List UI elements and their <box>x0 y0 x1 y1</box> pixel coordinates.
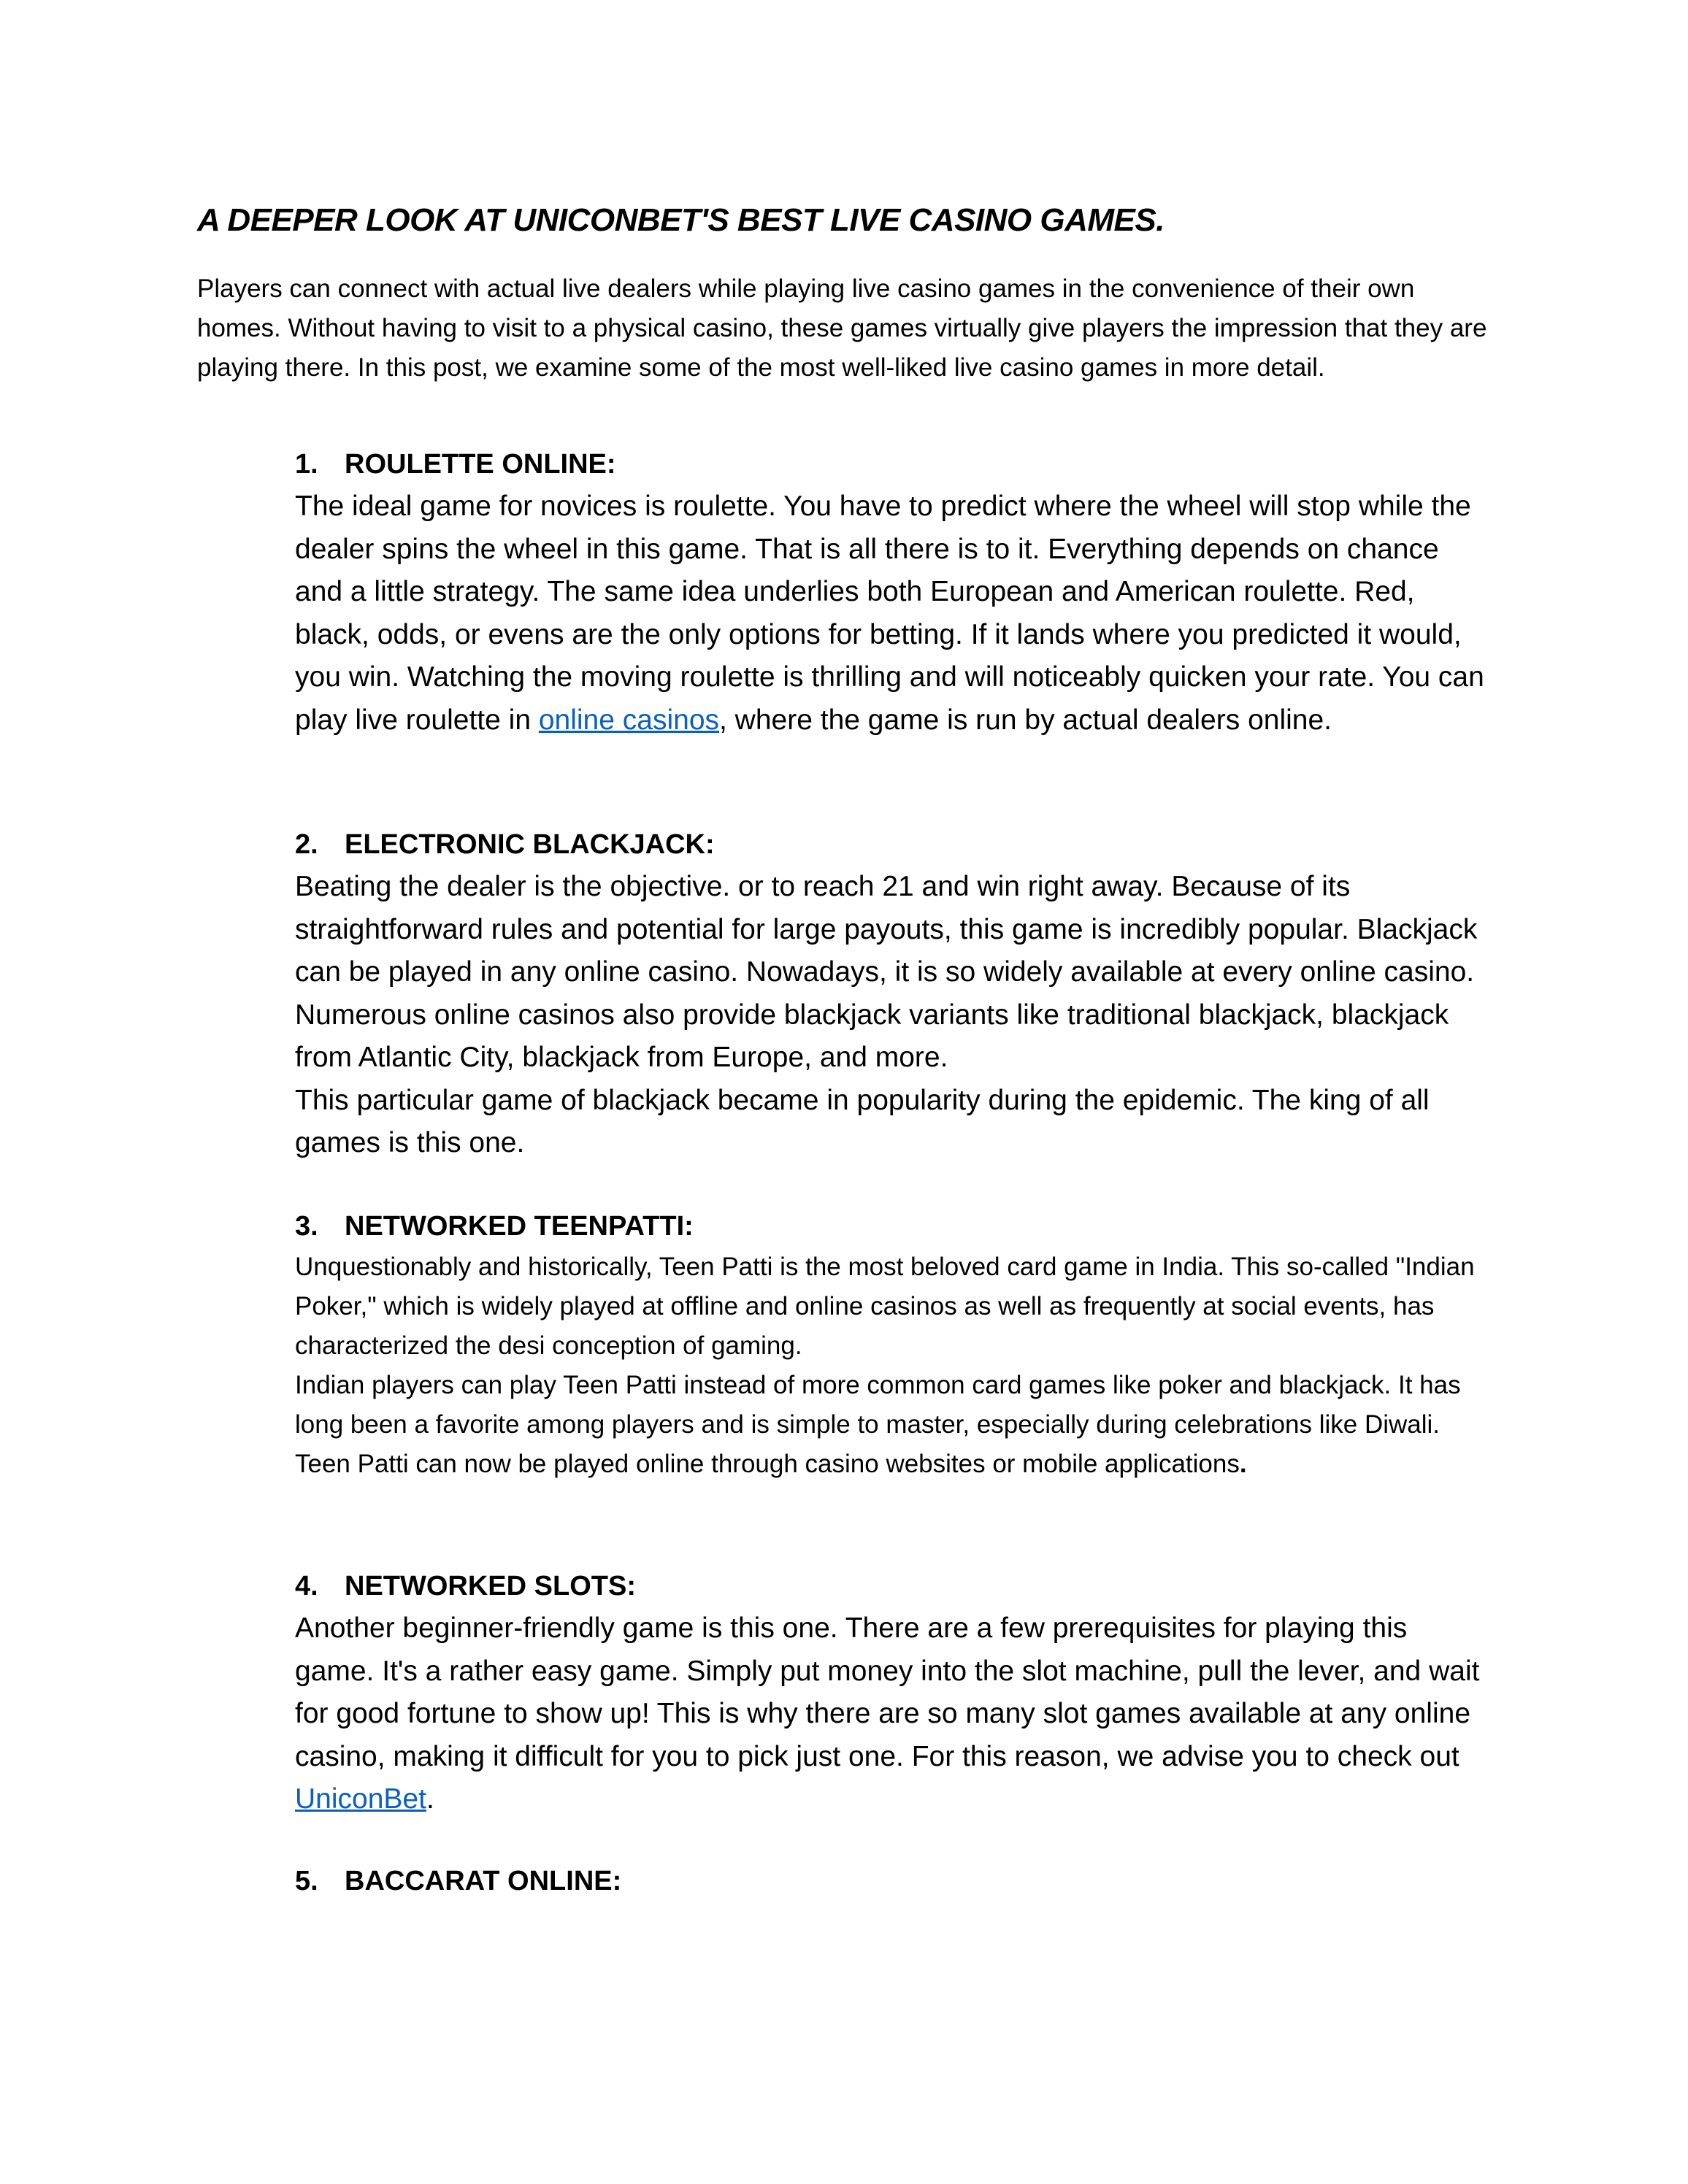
section-heading <box>295 823 1492 866</box>
section-heading <box>295 443 1492 485</box>
section-blackjack <box>295 823 1492 1165</box>
section-number: 3. <box>295 1211 318 1242</box>
section-heading-text: ELECTRONIC BLACKJACK: <box>345 829 715 860</box>
section-baccarat <box>295 1860 1492 1902</box>
section-number: 5. <box>295 1866 318 1896</box>
section-paragraph: This particular game of blackjack became in popularity during the epidemic. The king of all games is this one. <box>295 1084 1430 1158</box>
section-heading <box>295 1565 1492 1607</box>
section-paragraph: Unquestionably and historically, Teen Patti is the most beloved card game in India. This so-called "Indian Poker," which is widely played at offline and online casinos as well as frequently at social events, has characterized the desi conception of gaming. <box>295 1253 1475 1360</box>
section-heading <box>295 1860 1492 1902</box>
section-number: 1. <box>295 449 318 480</box>
body-text: Another beginner-friendly game is this one. There are a few prerequisites for playing this game. It's a rather easy game. Simply put money into the slot machine, pull the lever, and wait for good fortune to show up! This is why there are so many slot games available at any online casino, making it difficult for you to pick just one. For this reason, we advise you to check out <box>295 1612 1480 1772</box>
section-heading-text: ROULETTE ONLINE: <box>345 449 616 480</box>
online-casinos-link[interactable]: online casinos <box>538 704 720 736</box>
section-heading-text: NETWORKED SLOTS: <box>345 1571 636 1602</box>
uniconbet-link[interactable]: UniconBet <box>295 1783 426 1815</box>
intro-paragraph: Players can connect with actual live dealers while playing live casino games in the convenience of their own homes. Without having to visit to a physical casino, these games virtually give players the impression that they are playing there. In this post, we examine some of the most well-liked live casino games in more detail. <box>197 274 1487 382</box>
section-slots <box>295 1565 1492 1821</box>
section-number: 4. <box>295 1571 318 1602</box>
section-heading-text: BACCARAT ONLINE: <box>345 1866 622 1896</box>
section-roulette <box>295 443 1492 742</box>
section-body <box>295 485 1492 742</box>
section-number: 2. <box>295 829 318 860</box>
body-text: The ideal game for novices is roulette. You have to predict where the wheel will stop while the dealer spins the wheel in this game. That is all there is to it. Everything depends on chance and a little strategy. The same idea underlies both European and American roulette. Red, black, odds, or evens are the only options for betting. If it lands where you predicted it would, you win. Watching the moving roulette is thrilling and will noticeably quicken your rate. You can play live roulette in <box>295 491 1484 736</box>
section-body <box>295 1607 1492 1821</box>
section-heading-text: NETWORKED TEENPATTI: <box>345 1211 694 1242</box>
section-paragraph: Beating the dealer is the objective. or to reach 21 and win right away. Because of its straightforward rules and potential for large payouts, this game is incredibly popular. Blackjack can be played in any online casino. Nowadays, it is so widely available at every online casino. Numerous online casinos also provide blackjack variants like traditional blackjack, blackjack from Atlantic City, blackjack from Europe, and more. <box>295 871 1478 1073</box>
page-title: A DEEPER LOOK AT UNICONBET'S BEST LIVE CASINO GAMES. <box>197 202 1165 238</box>
paragraph-text: Teen Patti can now be played online through casino websites or mobile applications <box>295 1450 1240 1478</box>
section-heading <box>295 1205 1492 1247</box>
section-paragraph <box>295 1445 1492 1484</box>
body-text-end: , where the game is run by actual dealers online. <box>719 704 1332 736</box>
body-text-end: . <box>426 1783 434 1815</box>
section-paragraph: Indian players can play Teen Patti instead of more common card games like poker and blackjack. It has long been a favorite among players and is simple to master, especially during celebrations like Diwali. <box>295 1371 1461 1439</box>
section-teenpatti <box>295 1205 1492 1484</box>
paragraph-end: . <box>1239 1450 1247 1478</box>
